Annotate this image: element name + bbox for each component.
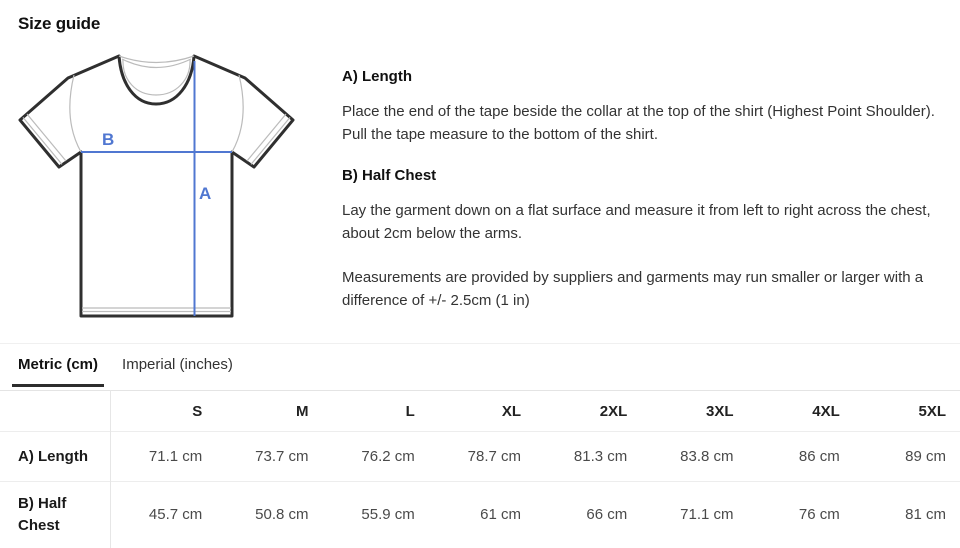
measurement-cell: 55.9 cm	[361, 506, 415, 524]
measurement-cell: 73.7 cm	[255, 448, 309, 465]
measurement-cell: 45.7 cm	[148, 506, 203, 524]
tab-metric[interactable]: Metric (cm)	[12, 356, 104, 387]
table-row	[0, 432, 960, 482]
tolerance-note: Measurements are provided by suppliers and garments may run smaller or larger with a difference of +/- 2.5cm (1 in)	[342, 269, 924, 309]
measurement-cell: 71.1 cm	[148, 448, 203, 465]
half-chest-heading: B) Half Chest	[342, 167, 437, 184]
size-table	[0, 390, 960, 548]
unit-tabs	[0, 344, 960, 387]
measurement-cell: 78.7 cm	[467, 448, 521, 465]
size-column-header: M	[296, 402, 309, 420]
size-table-body	[0, 432, 960, 548]
measurement-cell: 76.2 cm	[361, 448, 415, 465]
measurement-cell: 81 cm	[905, 506, 946, 524]
measurement-instructions	[342, 42, 944, 333]
measurement-cell: 66 cm	[586, 506, 628, 524]
half-chest-description: Lay the garment down on a flat surface and measure it from left to right across the chest, about 2cm below the arms.	[342, 202, 931, 242]
measurement-cell: 81.3 cm	[573, 448, 628, 465]
size-header-row	[0, 391, 960, 432]
size-column-header: 3XL	[705, 402, 734, 420]
measurement-cell: 86 cm	[798, 448, 840, 465]
size-column-header: 5XL	[918, 402, 946, 420]
table-row	[0, 482, 960, 548]
tab-imperial[interactable]: Imperial (inches)	[122, 356, 233, 373]
table-corner-cell	[0, 391, 110, 432]
size-guide-top-section	[0, 42, 960, 333]
size-column-header: L	[405, 402, 415, 420]
size-column-header: 4XL	[812, 402, 840, 420]
row-label: B) Half Chest	[0, 482, 110, 548]
label-b: B	[102, 130, 115, 149]
row-label: A) Length	[0, 432, 110, 482]
measurement-cell: 50.8 cm	[255, 506, 309, 524]
size-column-header: 2XL	[599, 402, 628, 420]
label-a: A	[199, 184, 212, 203]
measurement-cell: 76 cm	[798, 506, 840, 524]
measurement-cell: 83.8 cm	[680, 448, 734, 465]
size-column-header: S	[192, 402, 203, 420]
tshirt-diagram	[6, 42, 316, 333]
length-description: Place the end of the tape beside the collar at the top of the shirt (Highest Point Shoulder). Pull the tape measure to the bottom of the shirt.	[342, 103, 935, 143]
tshirt-diagram-svg	[6, 42, 306, 327]
measurement-cell: 61 cm	[480, 506, 521, 524]
length-heading: A) Length	[342, 68, 412, 85]
page-title: Size guide	[18, 14, 101, 33]
size-column-header: XL	[501, 402, 521, 420]
measurement-cell: 89 cm	[905, 448, 946, 465]
measurement-cell: 71.1 cm	[680, 506, 734, 524]
